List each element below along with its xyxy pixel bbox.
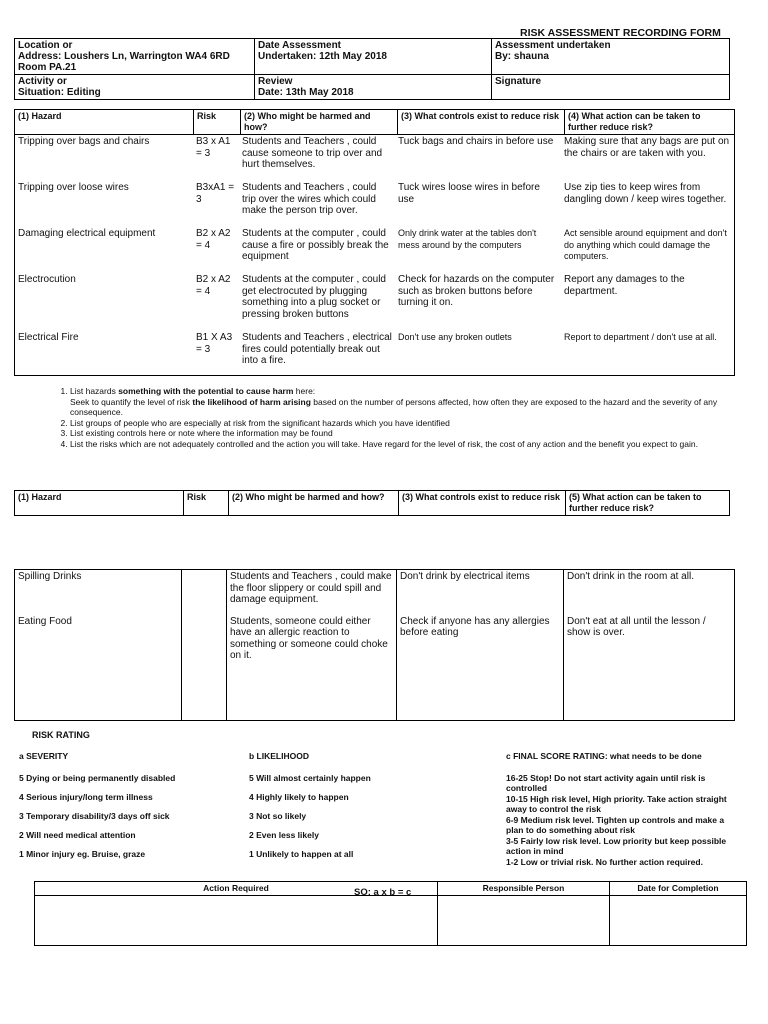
table-row: [15, 135, 734, 181]
location-cell: [15, 39, 255, 75]
controls-cell: Only drink water at the tables don't mess around by the computers: [398, 228, 537, 250]
hazard-header: (1) Hazard: [15, 110, 194, 135]
who-header: (2) Who might be harmed and how?: [229, 491, 399, 516]
controls-header: (3) What controls exist to reduce risk: [398, 110, 565, 135]
likelihood-title: b LIKELIHOOD: [249, 751, 309, 761]
hazard-cell: Spilling Drinks: [15, 570, 182, 615]
who-cell: Students at the computer , could get electrocuted by plugging something into a plug socket or pressing broken buttons: [242, 274, 386, 320]
controls-cell: Check if anyone has any allergies before eating: [397, 615, 564, 721]
risk-cell: B3 x A1 = 3: [196, 136, 231, 159]
note-1-seek: Seek to quantify the level of risk: [70, 396, 193, 407]
risk-cell: B2 x A2 = 4: [196, 274, 231, 297]
action-cell: Report any damages to the department.: [564, 274, 685, 297]
likelihood-item: 1 Unlikely to happen at all: [249, 849, 354, 859]
action-cell: Report to department / don't use at all.: [564, 332, 717, 342]
action-cell: Act sensible around equipment and don't do anything which could damage the computers.: [564, 228, 727, 261]
action-required-header: Action Required: [35, 882, 438, 896]
signature-cell: [492, 75, 730, 100]
hazard-table-2-header: [14, 490, 730, 516]
who-cell: Students and Teachers , could make the floor slippery or could spill and damage equipment.: [227, 570, 397, 615]
note-4: 4. List the risks which are not adequately controlled and the action you will take. Have regard for the level of risk, the cost of any action and the benefit you expect to gain.: [70, 439, 722, 450]
controls-cell: Don't drink by electrical items: [397, 570, 564, 615]
risk-header: Risk: [194, 110, 241, 135]
notes: [52, 386, 722, 449]
hazard-table-2: [14, 569, 735, 721]
hazard-cell: Eating Food: [15, 615, 182, 721]
assessor-cell: [492, 39, 730, 75]
formula: SO: a x b = c: [354, 887, 412, 898]
likelihood-item: 3 Not so likely: [249, 811, 307, 821]
who-cell: Students and Teachers , could cause someone to trip over and hurt themselves.: [242, 136, 383, 170]
hazard-cell: Damaging electrical equipment: [18, 228, 156, 239]
review-cell: [255, 75, 492, 100]
signature-label: Signature: [495, 76, 542, 87]
controls-header: (3) What controls exist to reduce risk: [399, 491, 566, 516]
action-required-cell[interactable]: [35, 896, 438, 946]
hazard-cell: Tripping over loose wires: [18, 182, 129, 193]
note-1: [70, 386, 722, 418]
note-1-text: List hazards: [70, 386, 119, 396]
note-1-end: here:: [293, 386, 316, 396]
action-header: (4) What action can be taken to further reduce risk?: [565, 110, 735, 135]
controls-cell: Tuck bags and chairs in before use: [398, 136, 554, 147]
final-score-item: 16-25 Stop! Do not start activity again until risk is controlled: [506, 773, 706, 793]
severity-item: 4 Serious injury/long term illness: [19, 792, 153, 802]
hazard-cell: Electrical Fire: [18, 332, 79, 343]
who-cell: Students, someone could either have an allergic reaction to something or someone could choke on it.: [227, 615, 397, 721]
final-score-title: c FINAL SCORE RATING: what needs to be done: [506, 751, 702, 761]
table-row: [15, 181, 734, 227]
info-table: [14, 38, 730, 100]
likelihood-item: 2 Even less likely: [249, 830, 319, 840]
severity-title: a SEVERITY: [19, 751, 69, 761]
action-cell: Use zip ties to keep wires from dangling down / keep wires together.: [564, 182, 727, 205]
action-table: [34, 881, 747, 946]
risk-cell: B2 x A2 = 4: [196, 228, 231, 251]
who-cell: Students at the computer , could cause a fire or possibly break the equipment: [242, 228, 389, 262]
who-cell: Students and Teachers , could trip over the wires which could make the person trip over.: [242, 182, 377, 216]
review-label: Review: [258, 76, 293, 87]
action-cell: Don't drink in the room at all.: [564, 570, 735, 615]
table1-body: [15, 135, 735, 376]
assessment-undertaken-label: Assessment undertaken: [495, 40, 611, 51]
address-text: Address: Loushers Ln, Warrington WA4 6RD: [18, 51, 230, 62]
controls-cell: Don't use any broken outlets: [398, 332, 512, 342]
risk-cell: [182, 570, 227, 615]
risk-cell: B3xA1 = 3: [196, 182, 235, 205]
note-1-bold-2: the likelihood of harm arising: [192, 396, 311, 407]
note-3: 3. List existing controls here or note where the information may be found: [70, 428, 722, 439]
hazard-table-1: [14, 109, 735, 376]
note-1-rest: based on the number of persons affected, how often they are exposed to the hazard and the severity of any consequence.: [70, 396, 718, 417]
risk-cell: B1 X A3 = 3: [196, 332, 233, 355]
table-row: [15, 331, 734, 375]
notes-list: [52, 386, 722, 449]
assessor-name: By: shauna: [495, 51, 549, 62]
table-row: [15, 570, 735, 615]
action-header: (5) What action can be taken to further reduce risk?: [566, 491, 730, 516]
who-cell: Students and Teachers , electrical fires could potentially break out into a fire.: [242, 332, 392, 366]
date-completion-cell[interactable]: [610, 896, 747, 946]
situation-text: Situation: Editing: [18, 87, 101, 98]
severity-item: 5 Dying or being permanently disabled: [19, 773, 176, 783]
final-score-item: 10-15 High risk level, High priority. Take action straight away to control the risk: [506, 794, 727, 814]
final-score-item: 6-9 Medium risk level. Tighten up controls and make a plan to do something about risk: [506, 815, 725, 835]
undertaken-date: Undertaken: 12th May 2018: [258, 51, 387, 62]
severity-item: 1 Minor injury eg. Bruise, graze: [19, 849, 146, 859]
likelihood-item: 4 Highly likely to happen: [249, 792, 349, 802]
note-1-bold: something with the potential to cause harm: [118, 386, 294, 396]
room-text: Room PA.21: [18, 62, 77, 73]
activity-cell: [15, 75, 255, 100]
severity-column: [19, 751, 229, 868]
who-header: (2) Who might be harmed and how?: [241, 110, 398, 135]
table-row: [15, 273, 734, 331]
risk-rating-title: RISK RATING: [32, 730, 90, 740]
table-row: [15, 615, 735, 721]
action-cell: Don't eat at all until the lesson / show is over.: [564, 615, 735, 721]
likelihood-item: 5 Will almost certainly happen: [249, 773, 371, 783]
table1-rows: [15, 135, 734, 375]
date-assessment-label: Date Assessment: [258, 40, 342, 51]
hazard-cell: Tripping over bags and chairs: [18, 136, 150, 147]
risk-header: Risk: [184, 491, 229, 516]
form-title: RISK ASSESSMENT RECORDING FORM: [520, 27, 721, 39]
table-row: [15, 227, 734, 273]
final-score-item: 3-5 Fairly low risk level. Low priority but keep possible action in mind: [506, 836, 727, 856]
activity-label: Activity or: [18, 76, 67, 87]
responsible-person-header: Responsible Person: [438, 882, 610, 896]
location-label: Location or: [18, 40, 73, 51]
severity-item: 2 Will need medical attention: [19, 830, 136, 840]
date-assessment-cell: [255, 39, 492, 75]
note-2: 2. List groups of people who are especially at risk from the significant hazards which you have identified: [70, 418, 722, 429]
hazard-cell: Electrocution: [18, 274, 76, 285]
action-cell: Making sure that any bags are put on the chairs or are taken with you.: [564, 136, 730, 159]
hazard-header: (1) Hazard: [15, 491, 184, 516]
likelihood-column: [249, 751, 469, 868]
controls-cell: Check for hazards on the computer such as broken buttons before turning it on.: [398, 274, 555, 308]
review-date: Date: 13th May 2018: [258, 87, 354, 98]
risk-cell: [182, 615, 227, 721]
responsible-person-cell[interactable]: [438, 896, 610, 946]
severity-item: 3 Temporary disability/3 days off sick: [19, 811, 170, 821]
final-score-item: 1-2 Low or trivial risk. No further action required.: [506, 857, 703, 867]
controls-cell: Tuck wires loose wires in before use: [398, 182, 540, 205]
date-completion-header: Date for Completion: [610, 882, 747, 896]
final-score-column: [506, 751, 730, 867]
